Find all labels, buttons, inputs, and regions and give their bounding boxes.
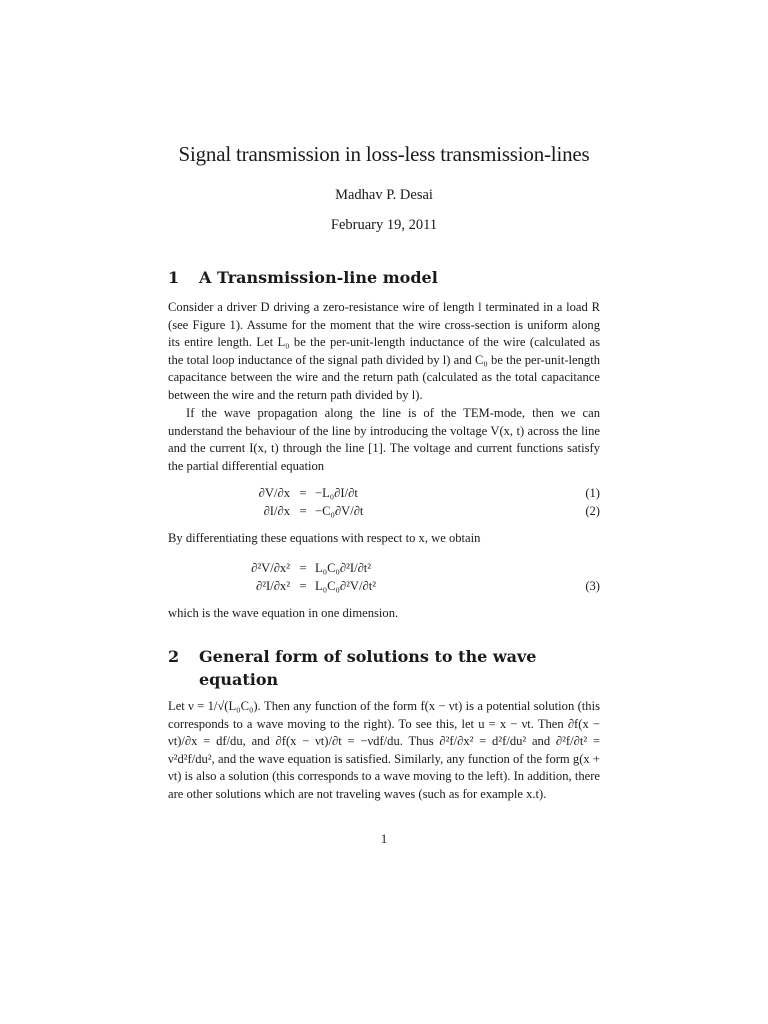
equation-3a: [168, 559, 600, 577]
equation-number: (3): [585, 579, 600, 593]
equation-1: [168, 484, 600, 502]
equation-lhs: ∂I/∂x: [263, 504, 290, 518]
section-2-heading: [168, 645, 608, 691]
equation-3b: [168, 577, 600, 595]
equation-rhs: −L₀∂I/∂t: [315, 486, 358, 500]
paper-author: Madhav P. Desai: [335, 187, 433, 203]
section-title: A Transmission-line model: [199, 268, 438, 287]
section-1-paragraph-1: Consider a driver D driving a zero-resistance wire of length l terminated in a load R (see Figure 1). Assume for the moment that the wire cross-section is uniform along its entire length. Let L₀ be the per-unit-length inductance of the wire (calculated as the total loop inductance of the signal path divided by l) and C₀ be the per-unit-length capacitance between the wire and the return path (calculated as the total capacitance between the wire and the return path divided by l).: [168, 300, 600, 402]
section-1-paragraph-2: If the wave propagation along the line is of the TEM-mode, then we can understand the behaviour of the line by introducing the voltage V(x, t) across the line and the current I(x, t) through the line [1]. The voltage and current functions satisfy the partial differential equation: [168, 406, 600, 473]
paper-title: Signal transmission in loss-less transmission-lines: [178, 142, 590, 166]
section-number: 2: [168, 647, 180, 666]
equation-rhs: −C₀∂V/∂t: [315, 504, 364, 518]
equation-operator: =: [299, 504, 307, 518]
section-1-heading: [168, 266, 608, 289]
equation-number: (1): [585, 486, 600, 500]
equation-operator: =: [299, 579, 307, 593]
equation-lhs: ∂²V/∂x²: [251, 561, 290, 575]
equation-operator: =: [299, 486, 307, 500]
equation-lhs: ∂V/∂x: [258, 486, 290, 500]
equation-rhs: L₀C₀∂²I/∂t²: [315, 561, 372, 575]
equation-lhs: ∂²I/∂x²: [256, 579, 290, 593]
section-1-paragraph-3: By differentiating these equations with respect to x, we obtain: [168, 531, 481, 545]
equation-operator: =: [299, 561, 307, 575]
section-title: General form of solutions to the wave equation: [199, 647, 537, 689]
equation-2: [168, 502, 600, 520]
section-number: 1: [168, 268, 180, 287]
equation-number: (2): [585, 504, 600, 518]
page-number: 1: [380, 832, 388, 846]
section-2-paragraph-1: Let ν = 1/√(L₀C₀). Then any function of the form f(x − νt) is a potential solution (this corresponds to a wave moving to the right). To see this, let u = x − νt. Then ∂f(x − νt)/∂x = df/du, and ∂f(x − νt)/∂t = −νdf/du. Thus ∂²f/∂x² = d²f/du² and ∂²f/∂t² = ν²d²f/du², and the wave equation is satisfied. Similarly, any function of the form g(x + νt) is also a solution (this corresponds to a wave moving to the left). In addition, there are other solutions which are not traveling waves (such as for example x.t).: [168, 699, 600, 801]
section-1-paragraph-4: which is the wave equation in one dimension.: [168, 606, 399, 620]
paper-date: February 19, 2011: [330, 217, 438, 233]
equation-rhs: L₀C₀∂²V/∂t²: [315, 579, 376, 593]
